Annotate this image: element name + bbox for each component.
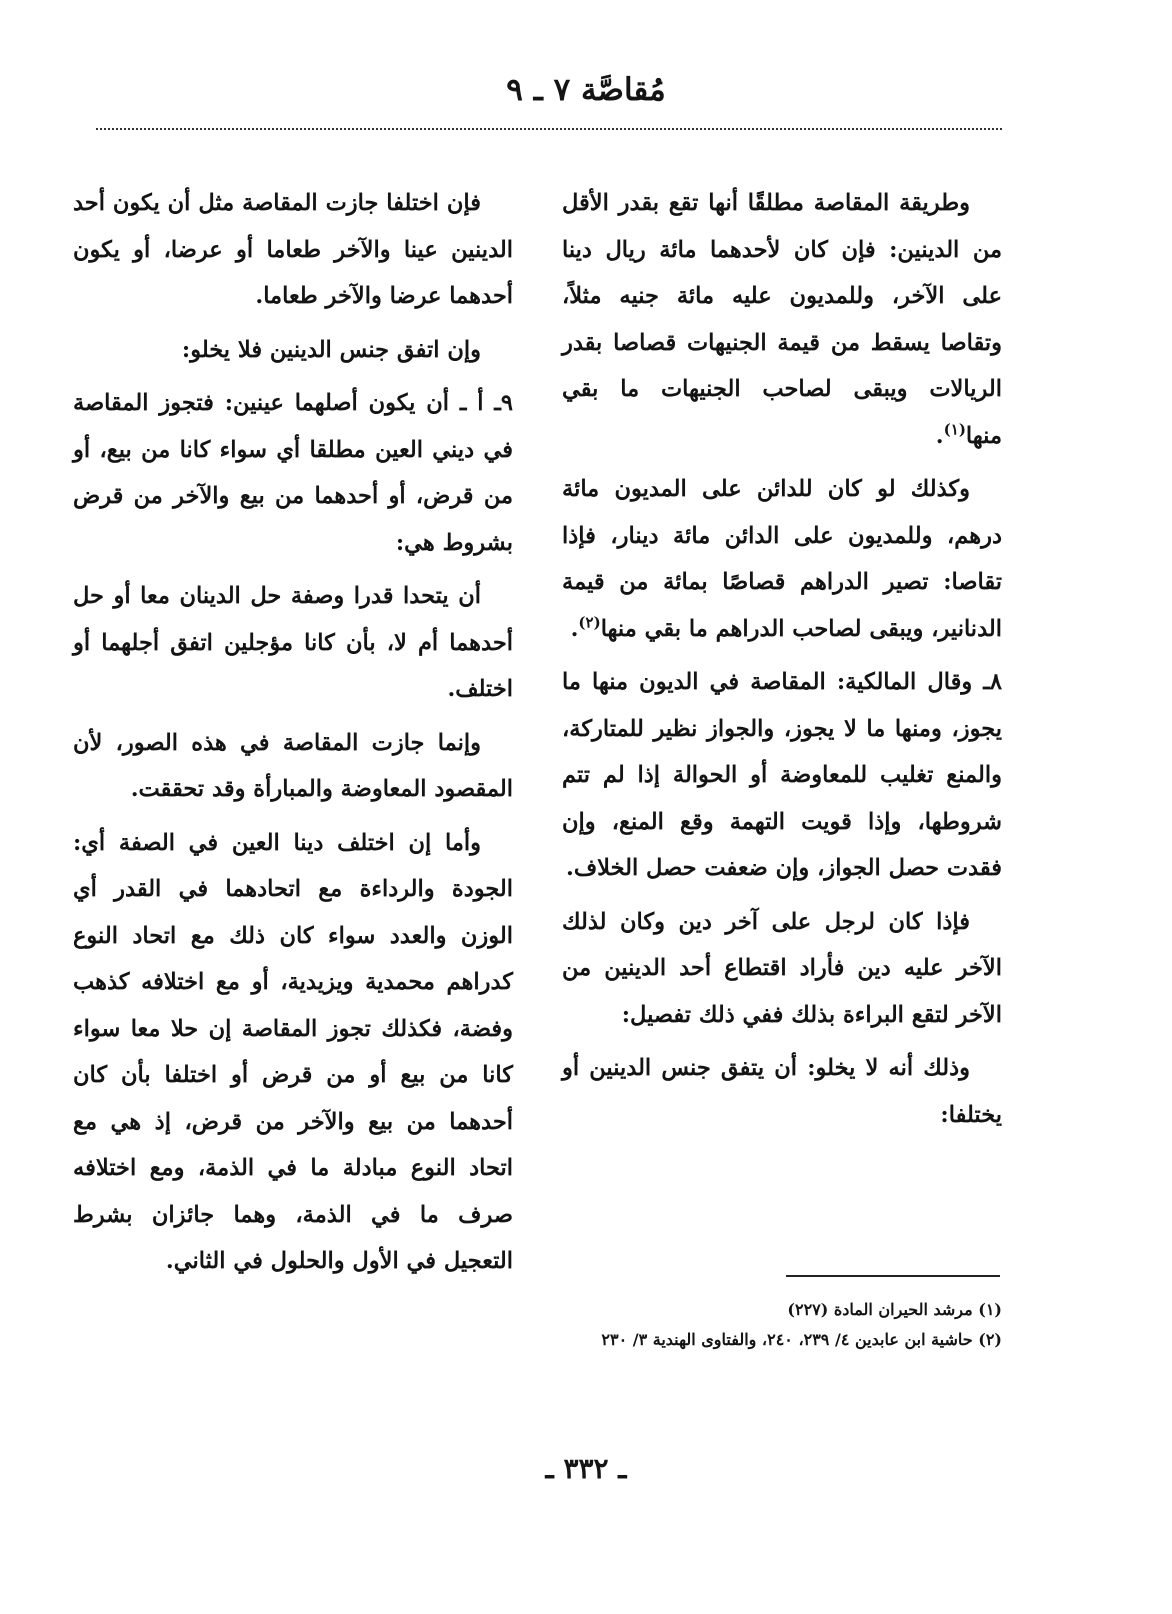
footnote-divider <box>786 1275 1000 1277</box>
paragraph: فإذا كان لرجل على آخر دين وكان لذلك الآخر عليه دين فأراد اقتطاع أحد الدينين من الآخر لتقع البراءة بذلك ففي ذلك تفصيل: <box>562 908 1002 1028</box>
paragraph: وإن اتفق جنس الدينين فلا يخلو: <box>181 336 481 363</box>
paragraph: وكذلك لو كان للدائن على المديون مائة درهم، وللمديون على الدائن مائة دينار، فإذا تقاصا: تصير الدراهم قصاصًا بمائة من قيمة الدنانير، ويبقى لصاحب الدراهم ما بقي منها$^{(٢)}$. <box>562 476 1002 642</box>
footnotes <box>562 1298 1002 1358</box>
page-title: مُقاصَّة ٧ ـ ٩ <box>506 72 666 108</box>
paragraph: فإن اختلفا جازت المقاصة مثل أن يكون أحد الدينين عينا والآخر طعاما أو عرضا، أو يكون أحدهما عرضا والآخر طعاما. <box>73 190 513 309</box>
paragraph: وطريقة المقاصة مطلقًا أنها تقع بقدر الأقل من الدينين: فإن كان لأحدهما مائة ريال دينا على الآخر، وللمديون عليه مائة جنيه مثلاً، وتقاصا يسقط من قيمة الجنيهات قصاصا بقدر الريالات ويبقى لصاحب الجنيهات ما بقي منها$^{(١)}$. <box>562 190 1002 449</box>
footnote: (١) مرشد الحيران المادة (٢٢٧) <box>787 1300 1002 1319</box>
paragraph: وذلك أنه لا يخلو: أن يتفق جنس الدينين أو يختلفا: <box>562 1055 1002 1128</box>
paragraph: وإنما جازت المقاصة في هذه الصور، لأن المقصود المعاوضة والمبارأة وقد تحققت. <box>73 729 513 802</box>
page-number: ـ ٣٣٢ ـ <box>545 1452 627 1485</box>
paragraph: ٨ـ وقال المالكية: المقاصة في الديون منها ما يجوز، ومنها ما لا يجوز، والجواز نظير للمتاركة، والمنع تغليب للمعاوضة أو الحوالة إذا لم تتم شروطها، وإذا قويت التهمة وقع المنع، وإن فقدت حصل الجواز، وإن ضعفت حصل الخلاف. <box>562 669 1002 881</box>
paragraph: ٩ـ أ ـ أن يكون أصلهما عينين: فتجوز المقاصة في ديني العين مطلقا أي سواء كانا من بيع، أو من قرض، أو أحدهما من بيع والآخر من قرض بشروط هي: <box>73 390 513 556</box>
footnote: (٢) حاشية ابن عابدين ٤/ ٢٣٩، ٢٤٠، والفتاوى الهندية ٣/ ٢٣٠ <box>601 1330 1002 1349</box>
footnote-ref: (١) <box>943 420 966 438</box>
paragraph: وأما إن اختلف دينا العين في الصفة أي: الجودة والرداءة مع اتحادهما في القدر أي الوزن والعدد سواء كان ذلك مع اتحاد النوع كدراهم محمدية ويزيدية، أو مع اختلافه كذهب وفضة، فكذلك تجوز المقاصة إن حلا معا سواء كانا من بيع أو من قرض أو اختلفا بأن كان أحدهما من بيع والآخر من قرض، إذ هي مع اتحاد النوع مبادلة ما في الذمة، ومع اختلافه صرف ما في الذمة، وهما جائزان بشرط التعجيل في الأول والحلول في الثاني. <box>73 829 513 1274</box>
footnote-ref: (٢) <box>578 613 601 631</box>
left-text-column <box>73 180 513 1292</box>
right-text-column <box>562 180 1002 1145</box>
header-dotted-divider <box>96 128 1002 130</box>
paragraph: أن يتحدا قدرا وصفة حل الدينان معا أو حل أحدهما أم لا، بأن كانا مؤجلين اتفق أجلهما أو اختلف. <box>73 583 513 702</box>
